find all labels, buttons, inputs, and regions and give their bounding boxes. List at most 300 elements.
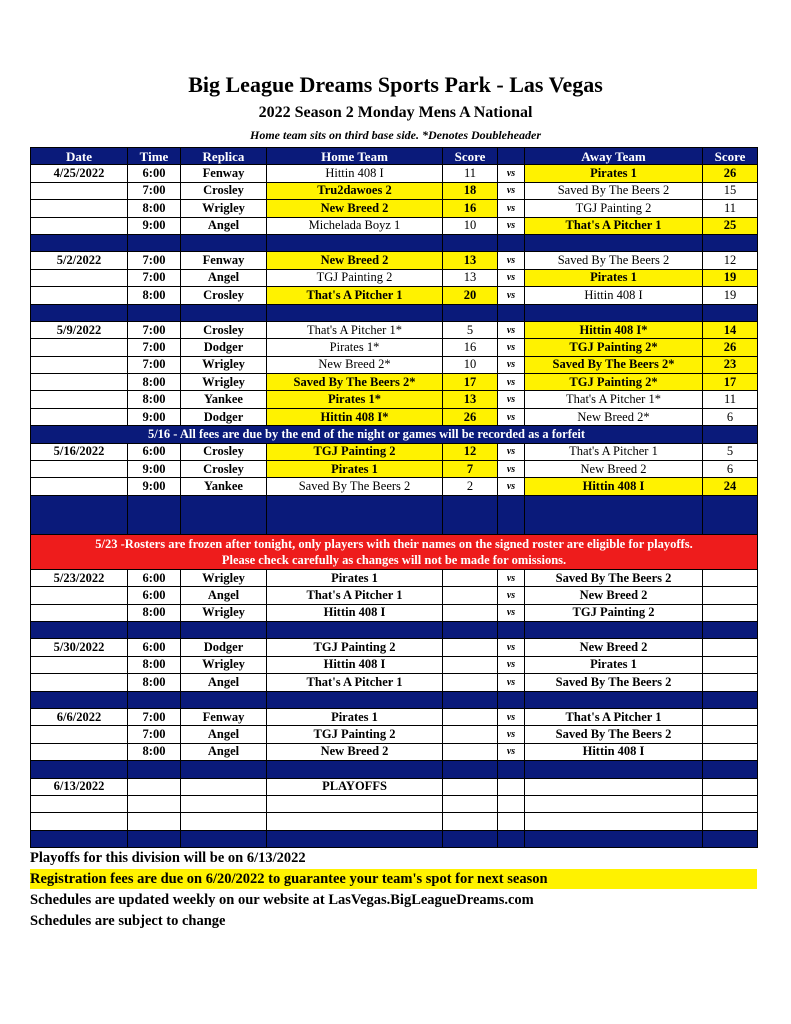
separator-row: [31, 621, 758, 638]
vs-label: vs: [498, 461, 525, 478]
game-time: 7:00: [128, 708, 181, 725]
game-field: Yankee: [181, 478, 267, 495]
game-field: Crosley: [181, 321, 267, 338]
home-score: 18: [443, 182, 498, 199]
header-home-team: Home Team: [267, 148, 443, 165]
vs-label: vs: [498, 656, 525, 673]
separator-cell: [267, 691, 443, 708]
home-score: [443, 604, 498, 621]
game-date: [31, 356, 128, 373]
game-time: [128, 778, 181, 795]
away-team: That's A Pitcher 1: [525, 443, 703, 460]
separator-cell: [443, 761, 498, 778]
game-time: 8:00: [128, 674, 181, 691]
game-row: [31, 287, 758, 304]
separator-cell: [703, 621, 758, 638]
game-field: Angel: [181, 269, 267, 286]
vs-label: vs: [498, 182, 525, 199]
away-score: 24: [703, 478, 758, 495]
separator-cell: [128, 621, 181, 638]
away-team: Hittin 408 I: [525, 478, 703, 495]
separator-cell: [31, 621, 128, 638]
game-date: [31, 200, 128, 217]
footer-playoffs: Playoffs for this division will be on 6/13/2022: [30, 850, 306, 866]
home-team: [267, 795, 443, 812]
away-team: Saved By The Beers 2*: [525, 356, 703, 373]
roster-notice-row: [31, 534, 758, 569]
away-score: [703, 674, 758, 691]
separator-cell: [703, 830, 758, 847]
game-date: [31, 217, 128, 234]
away-team: Hittin 408 I: [525, 743, 703, 760]
game-field: Wrigley: [181, 200, 267, 217]
home-score: [443, 813, 498, 830]
header-date: Date: [31, 148, 128, 165]
separator-cell: [31, 761, 128, 778]
header-time: Time: [128, 148, 181, 165]
game-field: Wrigley: [181, 356, 267, 373]
fees-notice: 5/16 - All fees are due by the end of the night or games will be recorded as a forfeit: [31, 426, 703, 443]
game-row: [31, 269, 758, 286]
separator-cell: [525, 621, 703, 638]
home-score: 10: [443, 217, 498, 234]
game-date: [31, 587, 128, 604]
game-row: [31, 674, 758, 691]
roster-notice: [31, 534, 758, 569]
game-row: [31, 569, 758, 586]
game-time: 9:00: [128, 461, 181, 478]
footer-registration: Registration fees are due on 6/20/2022 to guarantee your team's spot for next season: [30, 869, 757, 889]
game-field: Wrigley: [181, 604, 267, 621]
separator-row: [31, 495, 758, 534]
game-time: 6:00: [128, 587, 181, 604]
separator-cell: [181, 621, 267, 638]
game-date: 6/6/2022: [31, 708, 128, 725]
game-date: [31, 813, 128, 830]
schedule-table: [30, 147, 758, 848]
home-score: [443, 795, 498, 812]
separator-cell: [443, 621, 498, 638]
separator-cell: [31, 304, 128, 321]
away-team: [525, 795, 703, 812]
home-score: [443, 778, 498, 795]
away-score: 17: [703, 374, 758, 391]
away-team: New Breed 2*: [525, 408, 703, 425]
vs-label: vs: [498, 674, 525, 691]
game-row: [31, 321, 758, 338]
game-time: 8:00: [128, 200, 181, 217]
game-field: Angel: [181, 217, 267, 234]
separator-cell: [267, 304, 443, 321]
separator-cell: [525, 830, 703, 847]
home-score: 13: [443, 269, 498, 286]
table-header: [31, 148, 758, 165]
away-team: That's A Pitcher 1: [525, 217, 703, 234]
game-date: [31, 408, 128, 425]
game-field: Fenway: [181, 708, 267, 725]
game-date: [31, 656, 128, 673]
separator-cell: [498, 621, 525, 638]
vs-label: vs: [498, 726, 525, 743]
game-row: [31, 743, 758, 760]
separator-cell: [128, 495, 181, 534]
away-score: 6: [703, 408, 758, 425]
away-score: [703, 639, 758, 656]
game-time: 6:00: [128, 639, 181, 656]
away-score: [703, 604, 758, 621]
header-vs: [498, 148, 525, 165]
separator-cell: [443, 234, 498, 251]
separator-cell: [703, 426, 758, 443]
separator-row: [31, 691, 758, 708]
game-row: [31, 374, 758, 391]
roster-notice-line-2: Please check carefully as changes will not be made for omissions.: [221, 552, 567, 567]
vs-label: vs: [498, 569, 525, 586]
separator-cell: [128, 304, 181, 321]
game-time: 6:00: [128, 569, 181, 586]
game-date: 5/16/2022: [31, 443, 128, 460]
game-field: Dodger: [181, 339, 267, 356]
home-score: 12: [443, 443, 498, 460]
game-row: [31, 182, 758, 199]
game-time: 8:00: [128, 656, 181, 673]
separator-cell: [703, 761, 758, 778]
away-score: 15: [703, 182, 758, 199]
away-score: 11: [703, 391, 758, 408]
game-field: Wrigley: [181, 656, 267, 673]
game-row: [31, 391, 758, 408]
vs-label: vs: [498, 356, 525, 373]
separator-cell: [181, 830, 267, 847]
schedule-note: Home team sits on third base side. *Denotes Doubleheader: [250, 128, 541, 142]
away-team: That's A Pitcher 1: [525, 708, 703, 725]
game-date: [31, 374, 128, 391]
game-row: [31, 252, 758, 269]
home-team: TGJ Painting 2: [267, 443, 443, 460]
vs-label: [498, 778, 525, 795]
away-team: New Breed 2: [525, 461, 703, 478]
home-team: Pirates 1*: [267, 391, 443, 408]
away-team: That's A Pitcher 1*: [525, 391, 703, 408]
game-date: 5/2/2022: [31, 252, 128, 269]
game-field: Crosley: [181, 182, 267, 199]
home-score: 13: [443, 252, 498, 269]
vs-label: vs: [498, 443, 525, 460]
home-team: That's A Pitcher 1: [267, 674, 443, 691]
separator-cell: [267, 761, 443, 778]
away-score: [703, 587, 758, 604]
game-date: [31, 461, 128, 478]
separator-cell: [181, 691, 267, 708]
home-team: Saved By The Beers 2: [267, 478, 443, 495]
game-date: [31, 795, 128, 812]
game-time: [128, 813, 181, 830]
separator-row: [31, 761, 758, 778]
away-score: [703, 726, 758, 743]
home-score: [443, 587, 498, 604]
footer-subject-to-change: Schedules are subject to change: [30, 913, 226, 929]
away-score: [703, 813, 758, 830]
game-date: [31, 478, 128, 495]
roster-notice-line-1: 5/23 -Rosters are frozen after tonight, only players with their names on the signed roster are eligible for playoffs.: [95, 536, 693, 551]
separator-row: [31, 830, 758, 847]
home-team: Michelada Boyz 1: [267, 217, 443, 234]
vs-label: vs: [498, 252, 525, 269]
separator-cell: [128, 830, 181, 847]
vs-label: vs: [498, 374, 525, 391]
separator-cell: [498, 234, 525, 251]
home-score: [443, 639, 498, 656]
home-team: [267, 813, 443, 830]
separator-cell: [128, 691, 181, 708]
home-team: Hittin 408 I: [267, 165, 443, 182]
separator-cell: [498, 691, 525, 708]
vs-label: vs: [498, 478, 525, 495]
away-team: New Breed 2: [525, 587, 703, 604]
home-score: 5: [443, 321, 498, 338]
separator-cell: [267, 621, 443, 638]
separator-cell: [128, 761, 181, 778]
separator-cell: [31, 495, 128, 534]
vs-label: vs: [498, 604, 525, 621]
away-score: 5: [703, 443, 758, 460]
away-team: Saved By The Beers 2: [525, 182, 703, 199]
page-title: Big League Dreams Sports Park - Las Vegas: [188, 72, 603, 97]
game-time: [128, 795, 181, 812]
game-date: [31, 182, 128, 199]
home-team: Pirates 1: [267, 461, 443, 478]
game-field: Dodger: [181, 639, 267, 656]
game-field: Wrigley: [181, 569, 267, 586]
away-score: 6: [703, 461, 758, 478]
separator-cell: [443, 495, 498, 534]
game-time: 7:00: [128, 252, 181, 269]
vs-label: vs: [498, 287, 525, 304]
game-time: 7:00: [128, 269, 181, 286]
game-row: [31, 443, 758, 460]
separator-cell: [498, 304, 525, 321]
game-field: Fenway: [181, 165, 267, 182]
separator-cell: [31, 691, 128, 708]
separator-cell: [267, 830, 443, 847]
home-team: Hittin 408 I: [267, 656, 443, 673]
away-team: Saved By The Beers 2: [525, 726, 703, 743]
game-row: [31, 339, 758, 356]
separator-cell: [525, 234, 703, 251]
away-score: 19: [703, 287, 758, 304]
game-date: [31, 604, 128, 621]
away-team: Hittin 408 I*: [525, 321, 703, 338]
separator-cell: [443, 691, 498, 708]
away-team: Saved By The Beers 2: [525, 252, 703, 269]
game-time: 7:00: [128, 356, 181, 373]
away-team: TGJ Painting 2*: [525, 339, 703, 356]
away-score: [703, 778, 758, 795]
separator-cell: [703, 304, 758, 321]
home-team: Saved By The Beers 2*: [267, 374, 443, 391]
game-field: Angel: [181, 726, 267, 743]
home-score: 13: [443, 391, 498, 408]
game-field: Crosley: [181, 461, 267, 478]
game-field: Crosley: [181, 443, 267, 460]
game-field: Wrigley: [181, 374, 267, 391]
away-team: Pirates 1: [525, 165, 703, 182]
separator-cell: [703, 691, 758, 708]
vs-label: vs: [498, 200, 525, 217]
away-score: [703, 569, 758, 586]
separator-cell: [267, 495, 443, 534]
vs-label: vs: [498, 391, 525, 408]
game-row: [31, 461, 758, 478]
away-team: New Breed 2: [525, 639, 703, 656]
separator-cell: [267, 234, 443, 251]
away-team: Pirates 1: [525, 656, 703, 673]
game-field: Crosley: [181, 287, 267, 304]
separator-cell: [498, 830, 525, 847]
separator-cell: [498, 761, 525, 778]
game-field: Yankee: [181, 391, 267, 408]
game-date: [31, 339, 128, 356]
separator-cell: [181, 304, 267, 321]
home-score: 20: [443, 287, 498, 304]
game-row: [31, 778, 758, 795]
home-team: Pirates 1: [267, 569, 443, 586]
home-score: [443, 708, 498, 725]
home-team: Pirates 1*: [267, 339, 443, 356]
game-time: 7:00: [128, 321, 181, 338]
vs-label: vs: [498, 165, 525, 182]
vs-label: vs: [498, 321, 525, 338]
game-time: 8:00: [128, 743, 181, 760]
away-score: [703, 708, 758, 725]
game-date: 6/13/2022: [31, 778, 128, 795]
game-row: [31, 795, 758, 812]
separator-cell: [703, 234, 758, 251]
vs-label: vs: [498, 708, 525, 725]
notice-row: [31, 426, 758, 443]
away-score: 26: [703, 165, 758, 182]
vs-label: [498, 813, 525, 830]
separator-cell: [525, 495, 703, 534]
game-row: [31, 639, 758, 656]
vs-label: vs: [498, 217, 525, 234]
away-score: 23: [703, 356, 758, 373]
game-row: [31, 708, 758, 725]
game-time: 6:00: [128, 165, 181, 182]
home-team: TGJ Painting 2: [267, 726, 443, 743]
home-team: Hittin 408 I: [267, 604, 443, 621]
game-time: 7:00: [128, 339, 181, 356]
home-score: [443, 743, 498, 760]
game-time: 9:00: [128, 408, 181, 425]
game-date: [31, 674, 128, 691]
game-time: 9:00: [128, 478, 181, 495]
home-score: 2: [443, 478, 498, 495]
game-row: [31, 726, 758, 743]
away-score: [703, 795, 758, 812]
home-score: 11: [443, 165, 498, 182]
game-time: 8:00: [128, 374, 181, 391]
game-row: [31, 408, 758, 425]
game-row: [31, 604, 758, 621]
away-score: 25: [703, 217, 758, 234]
page-subtitle: 2022 Season 2 Monday Mens A National: [258, 104, 533, 121]
away-team: Pirates 1: [525, 269, 703, 286]
away-score: [703, 656, 758, 673]
game-field: Angel: [181, 587, 267, 604]
vs-label: vs: [498, 639, 525, 656]
game-date: 4/25/2022: [31, 165, 128, 182]
home-score: 16: [443, 339, 498, 356]
home-team: TGJ Painting 2: [267, 269, 443, 286]
game-field: [181, 795, 267, 812]
vs-label: vs: [498, 587, 525, 604]
separator-cell: [128, 234, 181, 251]
separator-cell: [443, 830, 498, 847]
game-row: [31, 200, 758, 217]
separator-cell: [181, 234, 267, 251]
away-team: TGJ Painting 2: [525, 604, 703, 621]
game-time: 8:00: [128, 391, 181, 408]
separator-cell: [525, 304, 703, 321]
vs-label: [498, 795, 525, 812]
away-score: 26: [703, 339, 758, 356]
away-score: 19: [703, 269, 758, 286]
away-team: TGJ Painting 2*: [525, 374, 703, 391]
away-score: [703, 743, 758, 760]
game-row: [31, 356, 758, 373]
game-date: 5/9/2022: [31, 321, 128, 338]
game-field: Dodger: [181, 408, 267, 425]
away-score: 14: [703, 321, 758, 338]
home-team: New Breed 2: [267, 743, 443, 760]
game-time: 9:00: [128, 217, 181, 234]
away-team: TGJ Painting 2: [525, 200, 703, 217]
header-home-score: Score: [443, 148, 498, 165]
game-date: [31, 287, 128, 304]
home-team: New Breed 2*: [267, 356, 443, 373]
home-team: Pirates 1: [267, 708, 443, 725]
game-date: [31, 269, 128, 286]
separator-cell: [181, 495, 267, 534]
home-team: That's A Pitcher 1: [267, 287, 443, 304]
game-row: [31, 217, 758, 234]
away-team: Hittin 408 I: [525, 287, 703, 304]
separator-row: [31, 304, 758, 321]
home-team: That's A Pitcher 1: [267, 587, 443, 604]
away-team: [525, 813, 703, 830]
game-date: [31, 726, 128, 743]
away-team: Saved By The Beers 2: [525, 674, 703, 691]
home-score: 16: [443, 200, 498, 217]
game-time: 6:00: [128, 443, 181, 460]
vs-label: vs: [498, 339, 525, 356]
home-team: Hittin 408 I*: [267, 408, 443, 425]
home-score: [443, 726, 498, 743]
game-row: [31, 165, 758, 182]
vs-label: vs: [498, 743, 525, 760]
away-team: [525, 778, 703, 795]
game-date: [31, 743, 128, 760]
away-score: 11: [703, 200, 758, 217]
home-score: 7: [443, 461, 498, 478]
separator-cell: [498, 495, 525, 534]
away-score: 12: [703, 252, 758, 269]
separator-row: [31, 234, 758, 251]
header-away-score: Score: [703, 148, 758, 165]
home-score: 26: [443, 408, 498, 425]
game-row: [31, 478, 758, 495]
